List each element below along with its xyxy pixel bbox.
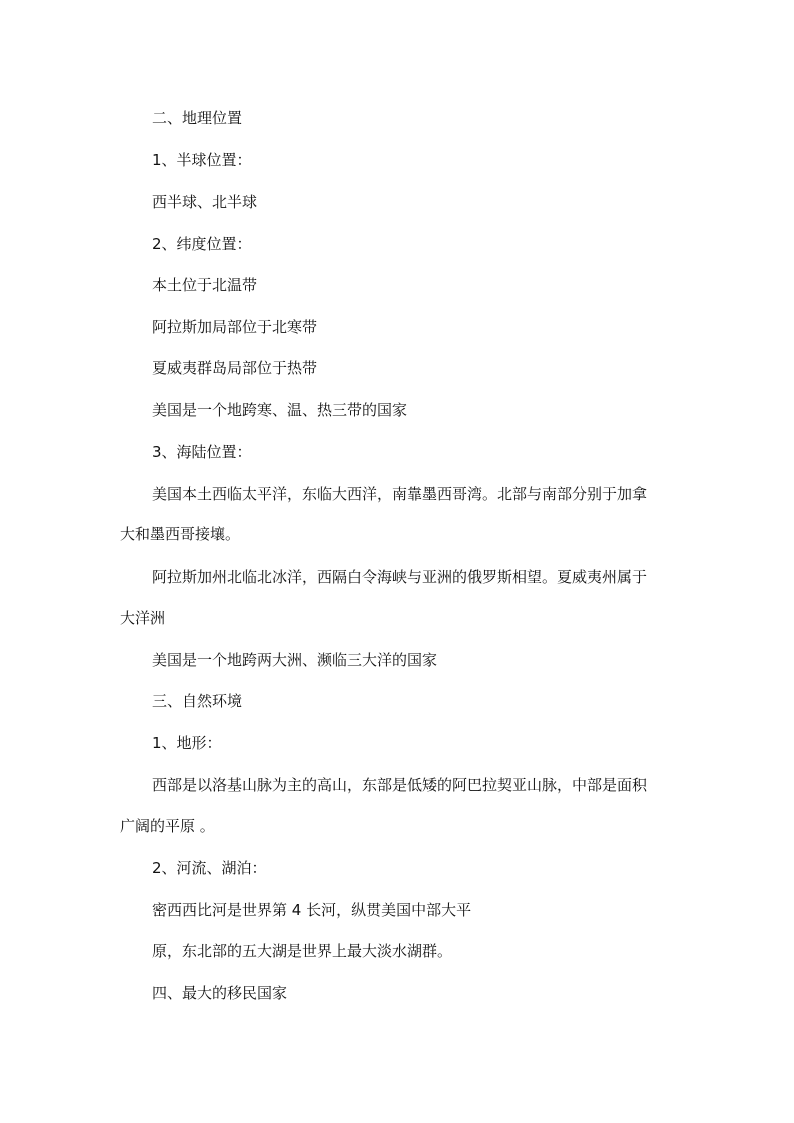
subheading-rivers-lakes: 2、河流、湖泊： — [152, 859, 267, 877]
section-heading-immigrant-nation: 四、最大的移民国家 — [152, 984, 288, 1002]
subheading-terrain: 1、地形： — [152, 734, 222, 752]
paragraph-line: 阿拉斯加州北临北冰洋，西隔白令海峡与亚洲的俄罗斯相望。夏威夷州属于 — [152, 568, 648, 586]
paragraph-line: 西部是以洛基山脉为主的高山，东部是低矮的阿巴拉契亚山脉，中部是面积 — [152, 776, 648, 794]
paragraph-line: 原，东北部的五大湖是世界上最大淡水湖群。 — [152, 942, 453, 960]
subheading-latitude-position: 2、纬度位置： — [152, 235, 252, 253]
paragraph-line: 西半球、北半球 — [152, 193, 258, 211]
paragraph-line: 夏威夷群岛局部位于热带 — [152, 359, 318, 377]
section-heading-geographic-location: 二、地理位置 — [152, 109, 243, 127]
section-heading-natural-environment: 三、自然环境 — [152, 692, 243, 710]
paragraph-line-continuation: 大和墨西哥接壤。 — [120, 525, 241, 543]
subheading-hemisphere-position: 1、半球位置： — [152, 151, 252, 169]
subheading-sea-land-position: 3、海陆位置： — [152, 443, 252, 461]
paragraph-line-continuation: 大洋洲 — [120, 609, 166, 627]
paragraph-line: 阿拉斯加局部位于北寒带 — [152, 318, 318, 336]
paragraph-line-continuation: 广阔的平原 。 — [120, 817, 215, 835]
paragraph-line: 美国本土西临太平洋，东临大西洋，南靠墨西哥湾。北部与南部分别于加拿 — [152, 485, 648, 503]
paragraph-line: 密西西比河是世界第 4 长河，纵贯美国中部大平 — [152, 901, 472, 919]
paragraph-line: 本土位于北温带 — [152, 276, 258, 294]
paragraph-line: 美国是一个地跨两大洲、濒临三大洋的国家 — [152, 651, 438, 669]
paragraph-line: 美国是一个地跨寒、温、热三带的国家 — [152, 401, 408, 419]
